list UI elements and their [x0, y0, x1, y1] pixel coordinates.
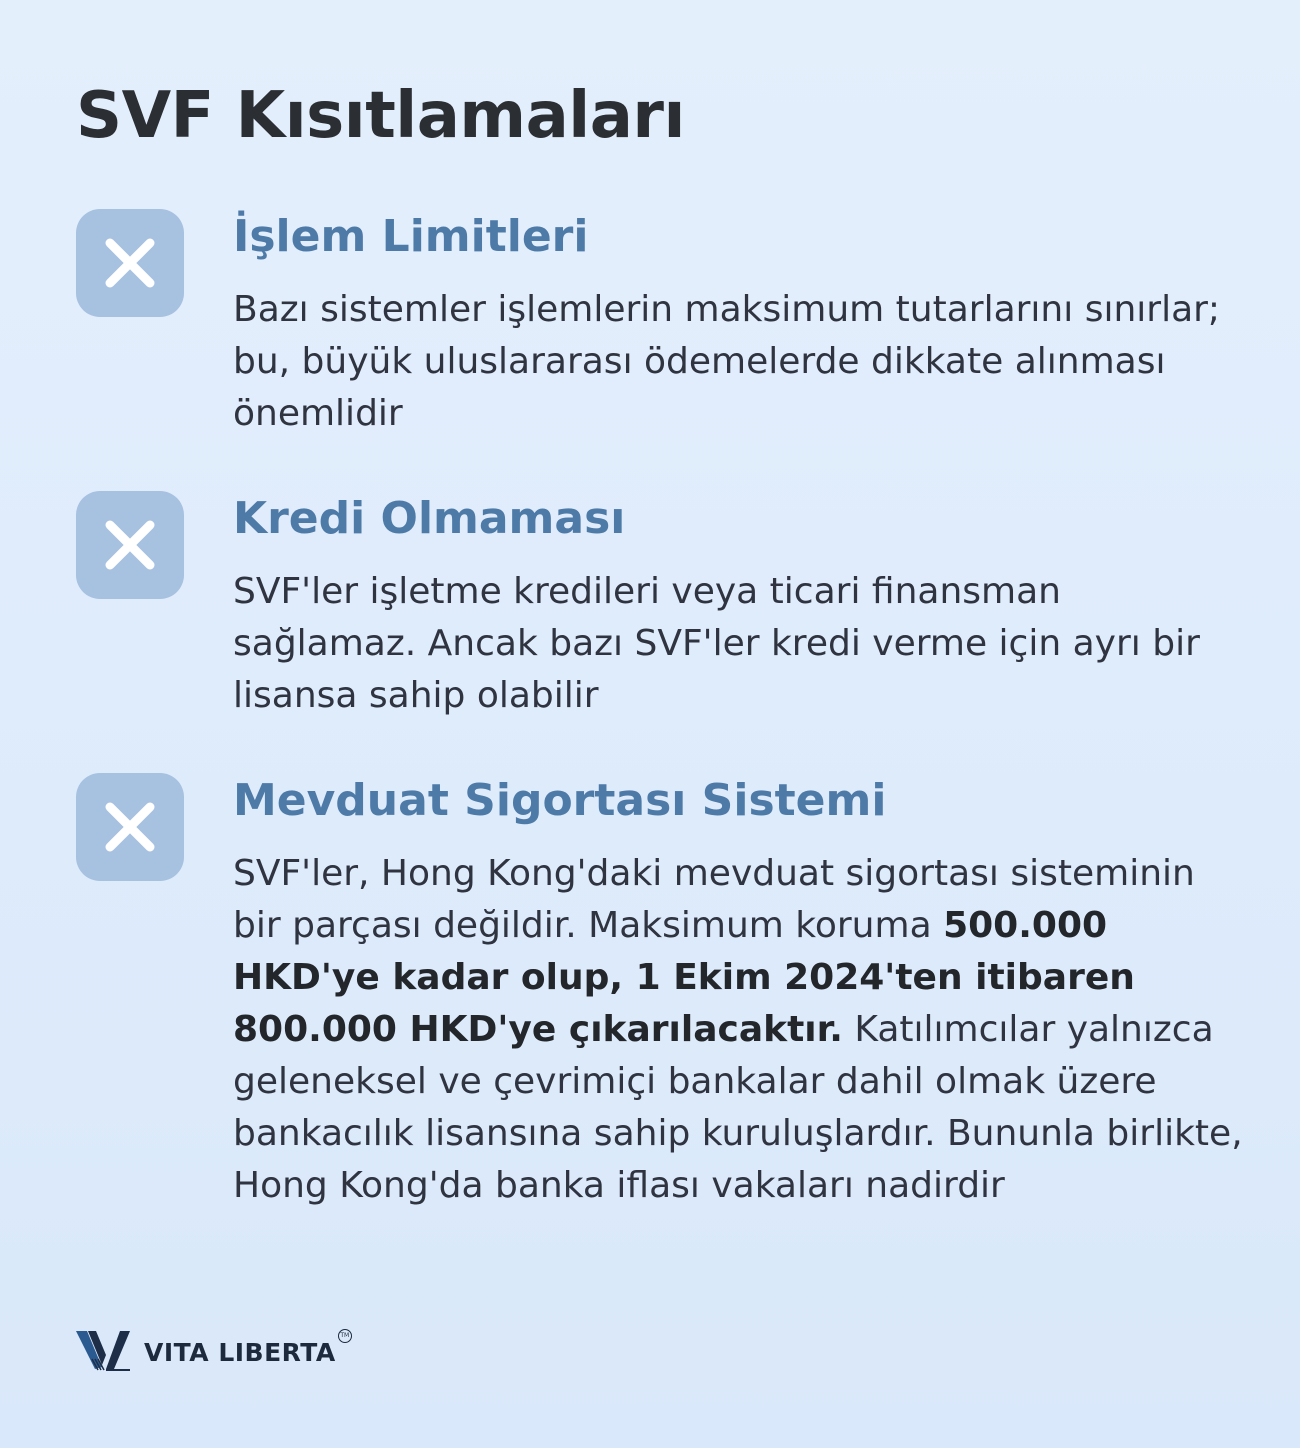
item-description: Bazı sistemler işlemlerin maksimum tutarlarını sınırlar; bu, büyük uluslararası ödemelerde dikkate alınması önemlidir	[233, 289, 1221, 434]
trademark-mark: TM	[338, 1329, 352, 1343]
item-heading: İşlem Limitleri	[233, 211, 589, 262]
page-title: SVF Kısıtlamaları	[76, 79, 685, 153]
item-description-part: SVF'ler, Hong Kong'daki mevduat sigortası sisteminin bir parçası değildir. Maksimum koruma	[233, 853, 1195, 946]
item-description-bold: 500.000 HKD'ye kadar olup, 1 Ekim 2024'ten itibaren 800.000 HKD'ye çıkarılacaktır.	[233, 905, 1135, 1050]
item-description	[233, 848, 1243, 1212]
logo-text: VITA LIBERTA	[144, 1337, 336, 1367]
close-icon	[76, 491, 184, 599]
vita-liberta-logo-icon	[76, 1329, 132, 1371]
brand-logo	[76, 1328, 352, 1372]
close-icon	[76, 773, 184, 881]
item-heading: Mevduat Sigortası Sistemi	[233, 775, 887, 826]
item-heading: Kredi Olmaması	[233, 493, 626, 544]
close-icon	[76, 209, 184, 317]
item-description: SVF'ler işletme kredileri veya ticari finansman sağlamaz. Ancak bazı SVF'ler kredi verme için ayrı bir lisansa sahip olabilir	[233, 571, 1200, 716]
item-description-part: Katılımcılar yalnızca geleneksel ve çevrimiçi bankalar dahil olmak üzere bankacılık lisansına sahip kuruluşlardır. Bununla birlikte, Hong Kong'da banka iflası vakaları nadirdir	[233, 1009, 1243, 1206]
